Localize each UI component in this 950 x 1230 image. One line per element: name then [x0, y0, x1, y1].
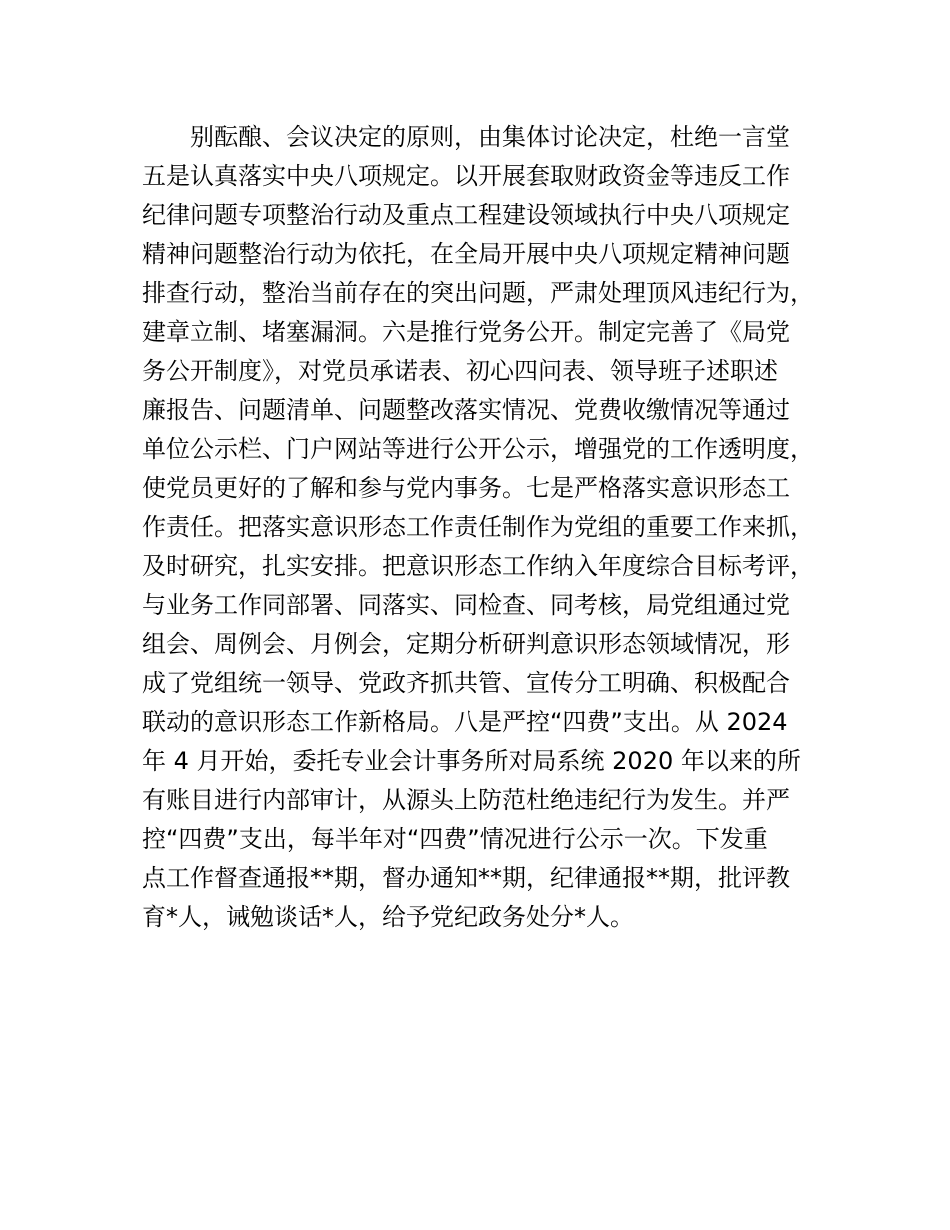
text-line: 及时研究，扎实安排。把意识形态工作纳入年度综合目标考评， — [142, 552, 814, 580]
text-line: 廉报告、问题清单、问题整改落实情况、党费收缴情况等通过 — [142, 396, 790, 424]
text-line: 控“四费”支出，每半年对“四费”情况进行公示一次。下发重 — [142, 825, 768, 853]
text-line: 纪律问题专项整治行动及重点工程建设领域执行中央八项规定 — [142, 201, 790, 229]
text-line: 使党员更好的了解和参与党内事务。七是严格落实意识形态工 — [142, 474, 790, 502]
text-line: 别酝酿、会议决定的原则，由集体讨论决定，杜绝一言堂 — [190, 123, 790, 151]
text-line: 务公开制度》，对党员承诺表、初心四问表、领导班子述职述 — [142, 357, 778, 385]
text-line: 作责任。把落实意识形态工作责任制作为党组的重要工作来抓， — [142, 513, 814, 541]
text-line: 与业务工作同部署、同落实、同检查、同考核，局党组通过党 — [142, 591, 790, 619]
text-line: 精神问题整治行动为依托，在全局开展中央八项规定精神问题 — [142, 240, 790, 268]
text-line: 排查行动，整治当前存在的突出问题，严肃处理顶风违纪行为， — [142, 279, 814, 307]
text-line: 年 4 月开始，委托专业会计事务所对局系统 2020 年以来的所 — [142, 747, 801, 775]
text-line: 联动的意识形态工作新格局。八是严控“四费”支出。从 2024 — [142, 708, 788, 736]
text-line: 成了党组统一领导、党政齐抓共管、宣传分工明确、积极配合 — [142, 669, 790, 697]
text-line: 五是认真落实中央八项规定。以开展套取财政资金等违反工作 — [142, 162, 790, 190]
text-line: 单位公示栏、门户网站等进行公开公示，增强党的工作透明度， — [142, 435, 814, 463]
text-line: 点工作督查通报**期，督办通知**期，纪律通报**期，批评教 — [142, 864, 790, 892]
text-line: 组会、周例会、月例会，定期分析研判意识形态领域情况，形 — [142, 630, 790, 658]
text-line: 育*人，诫勉谈话*人，给予党纪政务处分*人。 — [142, 903, 634, 931]
text-line: 有账目进行内部审计，从源头上防范杜绝违纪行为发生。并严 — [142, 786, 790, 814]
body-text — [142, 118, 842, 937]
text-line: 建章立制、堵塞漏洞。六是推行党务公开。制定完善了《局党 — [142, 318, 790, 346]
